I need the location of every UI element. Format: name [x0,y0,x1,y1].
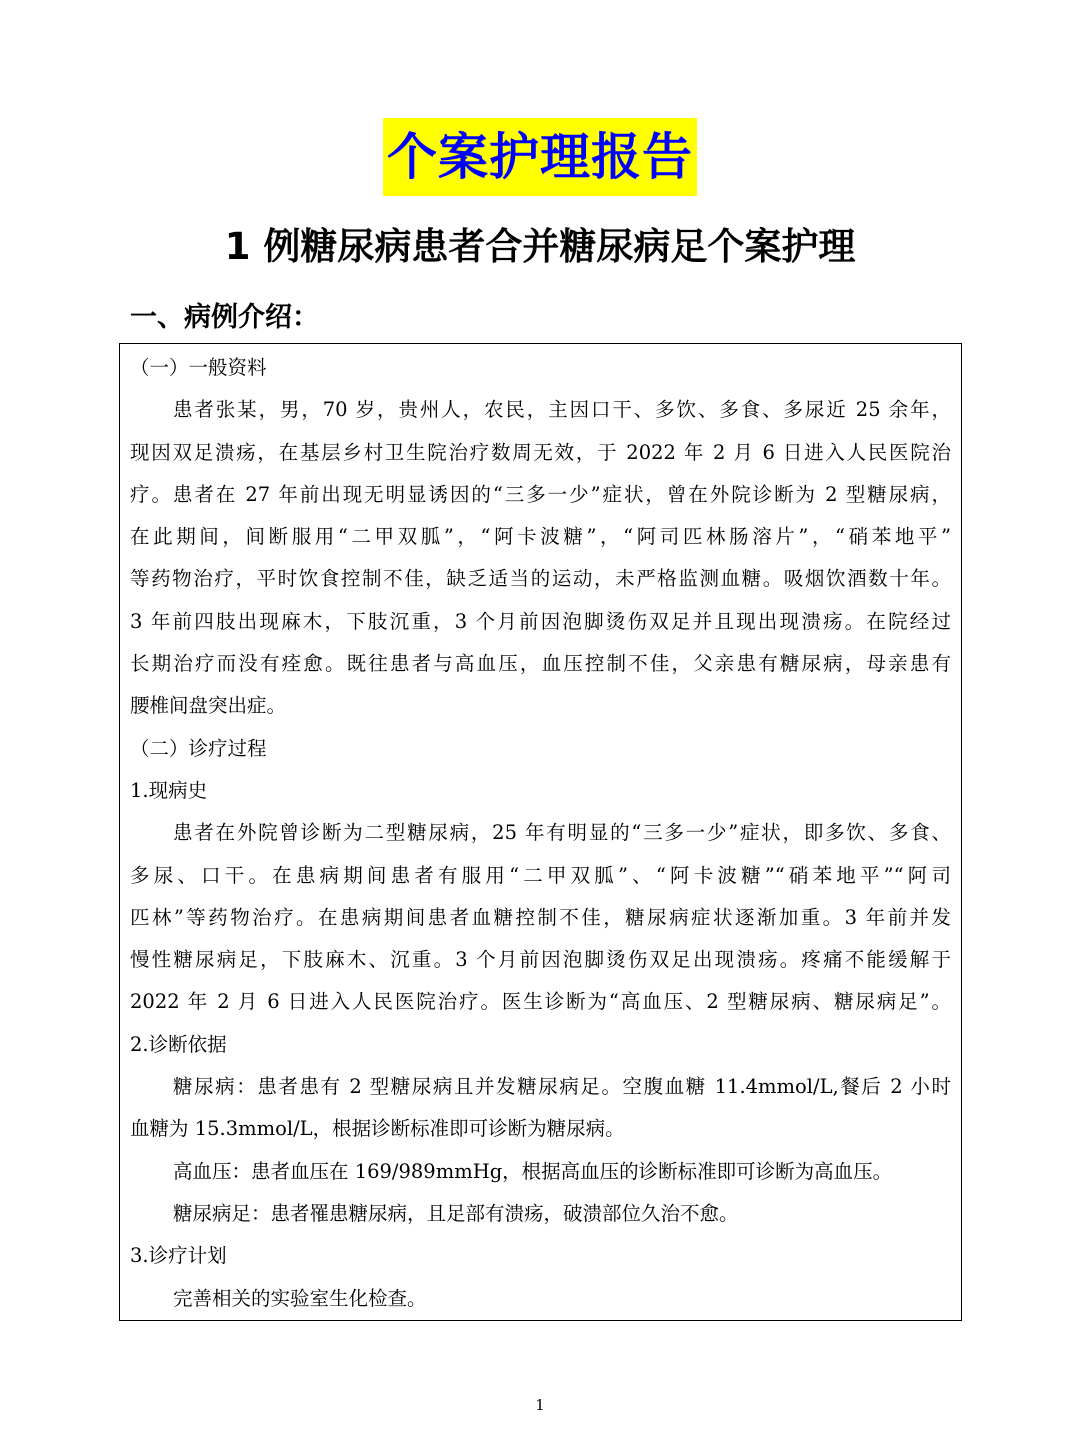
paragraph-line: 高血压：患者血压在 169/989mmHg，根据高血压的诊断标准即可诊断为高血压。 [173,1159,893,1183]
main-title: 个案护理报告 [383,118,697,196]
paragraph-line: 长期治疗而没有痊愈。既往患者与高血压，血压控制不佳，父亲患有糖尿病，母亲患有 [130,652,951,676]
title-wrap [0,118,1080,196]
paragraph-line: 腰椎间盘突出症。 [130,694,287,718]
item-heading-diagnosis-basis: 2.诊断依据 [130,1032,227,1056]
paragraph-line: 患者张某，男，70 岁，贵州人，农民，主因口干、多饮、多食、多尿近 25 余年， [173,398,951,422]
paragraph-line: 2022 年 2 月 6 日进入人民医院治疗。医生诊断为“高血压、2 型糖尿病、糖尿病足”。 [130,990,951,1014]
subheading-general-info: （一）一般资料 [130,356,267,379]
paragraph-line: 现因双足溃疡，在基层乡村卫生院治疗数周无效，于 2022 年 2 月 6 日进入人民医院治 [130,440,951,464]
page-number: 1 [535,1396,545,1414]
paragraph-line: 多尿、口干。在患病期间患者有服用“二甲双胍”、“阿卡波糖”“硝苯地平”“阿司 [130,863,951,887]
paragraph-line: 完善相关的实验室生化检查。 [173,1286,427,1310]
item-heading-treatment-plan: 3.诊疗计划 [130,1244,227,1268]
paragraph-line: 血糖为 15.3mmol/L，根据诊断标准即可诊断为糖尿病。 [130,1117,625,1141]
paragraph-line: 在此期间，间断服用“二甲双胍”，“阿卡波糖”，“阿司匹林肠溶片”，“硝苯地平” [130,525,951,549]
paragraph-line: 糖尿病：患者患有 2 型糖尿病且并发糖尿病足。空腹血糖 11.4mmol/L,餐后 2 小时 [173,1075,951,1099]
paragraph-line: 匹林”等药物治疗。在患病期间患者血糖控制不佳，糖尿病症状逐渐加重。3 年前并发 [130,905,951,929]
subheading-diagnosis-process: （二）诊疗过程 [130,736,267,760]
case-content-box [119,343,962,1321]
paragraph-line: 患者在外院曾诊断为二型糖尿病，25 年有明显的“三多一少”症状，即多饮、多食、 [173,821,951,845]
item-heading-present-history: 1.现病史 [130,778,208,802]
paragraph-line: 慢性糖尿病足，下肢麻木、沉重。3 个月前因泡脚烫伤双足出现溃疡。疼痛不能缓解于 [130,948,951,972]
paragraph-line: 疗。患者在 27 年前出现无明显诱因的“三多一少”症状，曾在外院诊断为 2 型糖尿病， [130,482,951,506]
paragraph-line: 3 年前四肢出现麻木，下肢沉重，3 个月前因泡脚烫伤双足并且现出现溃疡。在院经过 [130,609,951,633]
section-heading: 一、病例介绍： [130,302,319,333]
paragraph-line: 等药物治疗，平时饮食控制不佳，缺乏适当的运动，未严格监测血糖。吸烟饮酒数十年。 [130,567,951,591]
paragraph-line: 糖尿病足：患者罹患糖尿病，且足部有溃疡，破溃部位久治不愈。 [173,1201,739,1225]
report-subtitle: 1 例糖尿病患者合并糖尿病足个案护理 [224,225,856,268]
